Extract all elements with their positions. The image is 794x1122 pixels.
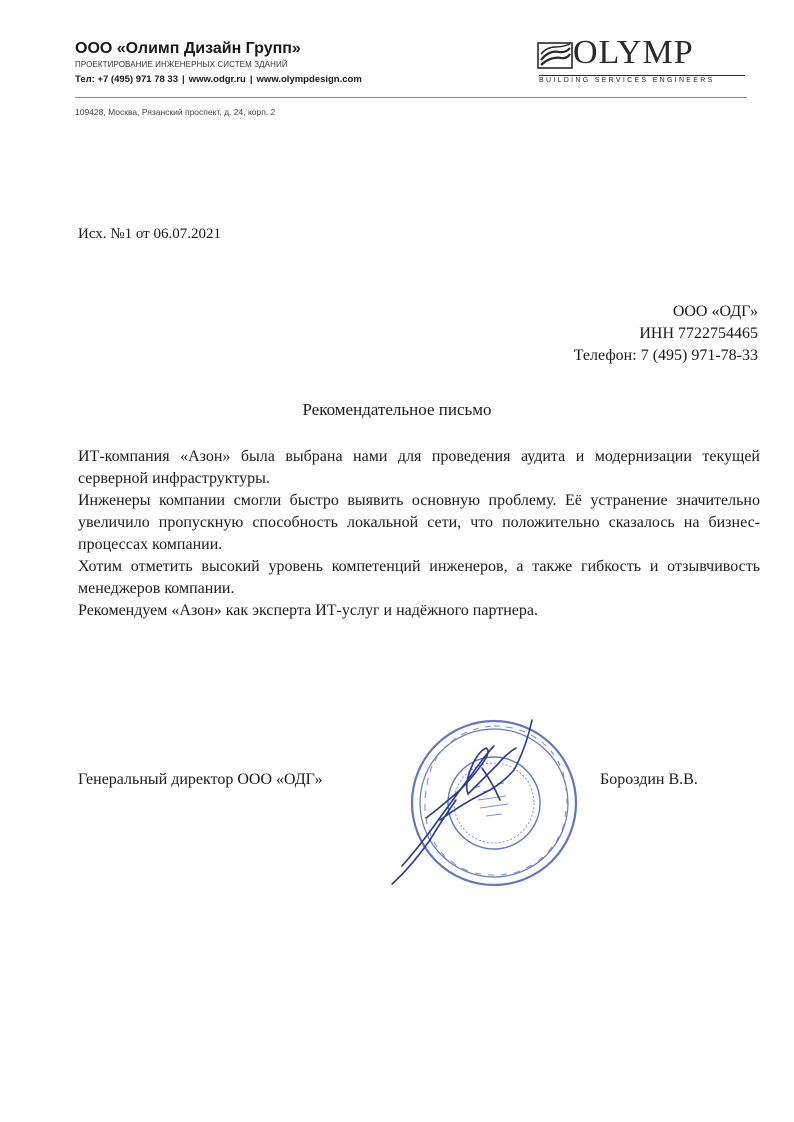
contacts-separator: |: [182, 74, 185, 85]
recipient-block: [574, 301, 758, 367]
company-site-odgr[interactable]: www.odgr.ru: [188, 74, 246, 85]
olymp-logo: [537, 34, 747, 86]
logo-tagline: BUILDING SERVICES ENGINEERS: [539, 75, 745, 84]
signer-name: Бороздин В.В.: [600, 771, 698, 788]
header-divider: [75, 97, 747, 98]
company-name: ООО «Олимп Дизайн Групп»: [75, 40, 301, 57]
recipient-phone: Телефон: 7 (495) 971-78-33: [573, 347, 758, 364]
signer-position: Генеральный директор ООО «ОДГ»: [78, 771, 323, 788]
logo-wordmark: OLYMP: [573, 34, 694, 71]
contacts-separator: |: [249, 74, 253, 85]
letter-title: Рекомендательное письмо: [302, 400, 492, 419]
recipient-inn: ИНН 7722754465: [639, 325, 758, 342]
body-paragraph: Инженеры компании смогли быстро выявить основную проблему. Её устранение значительно увеличило пропускную способность локальной сети, что положительно сказалось на бизнес-процессах компании.: [78, 492, 760, 553]
body-paragraph: ИТ-компания «Азон» была выбрана нами для проведения аудита и модернизации текущей серверной инфраструктуры.: [78, 448, 760, 487]
outgoing-reference: Исх. №1 от 06.07.2021: [78, 226, 221, 242]
body-paragraph: Рекомендуем «Азон» как эксперта ИТ-услуг и надёжного партнера.: [78, 602, 538, 619]
company-activity: ПРОЕКТИРОВАНИЕ ИНЖЕНЕРНЫХ СИСТЕМ ЗДАНИЙ: [75, 60, 288, 69]
company-contacts: [75, 74, 362, 85]
company-site-olympdesign[interactable]: www.olympdesign.com: [256, 74, 362, 85]
company-stamp-with-signature: [382, 708, 592, 898]
recipient-name: ООО «ОДГ»: [672, 303, 758, 320]
company-phone: Тел: +7 (495) 971 78 33: [75, 74, 179, 85]
company-address: 109428, Москва, Рязанский проспект, д. 24, корп. 2: [75, 107, 276, 117]
body-paragraph: Хотим отметить высокий уровень компетенций инженеров, а также гибкость и отзывчивость менеджеров компании.: [78, 558, 760, 597]
olymp-wave-logo-icon: [537, 40, 573, 72]
letter-body: [78, 446, 760, 622]
